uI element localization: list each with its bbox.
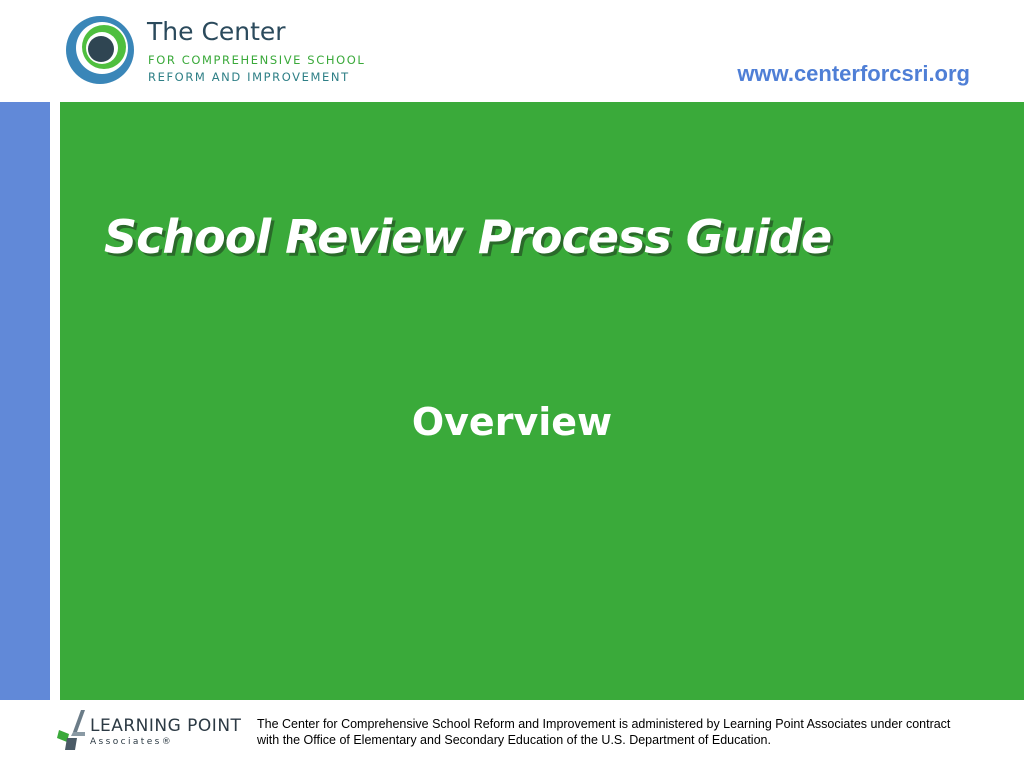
left-accent-bar xyxy=(0,102,50,700)
logo-subtitle-line1: FOR COMPREHENSIVE SCHOOL xyxy=(148,53,366,67)
slide-subtitle: Overview xyxy=(411,400,613,444)
footer-disclaimer xyxy=(257,716,997,748)
footer-disclaimer-line2: with the Office of Elementary and Secondary Education of the U.S. Department of Education. xyxy=(257,733,771,747)
footer-logo-title: LEARNING POINT xyxy=(90,716,242,736)
header xyxy=(0,0,1024,102)
website-link[interactable]: www.centerforcsri.org xyxy=(737,61,970,86)
logo-subtitle-line2: REFORM AND IMPROVEMENT xyxy=(148,70,350,84)
slide-title: School Review Process Guide xyxy=(104,210,832,264)
center-circle-logo-icon xyxy=(64,14,136,86)
footer-disclaimer-line1: The Center for Comprehensive School Reform and Improvement is administered by Learning Point Associates under contract xyxy=(257,717,951,731)
logo-title: The Center xyxy=(147,17,286,46)
learning-point-logo-icon xyxy=(55,708,89,752)
footer-logo-subtitle: Associates® xyxy=(90,737,174,747)
title-panel xyxy=(60,102,1024,700)
